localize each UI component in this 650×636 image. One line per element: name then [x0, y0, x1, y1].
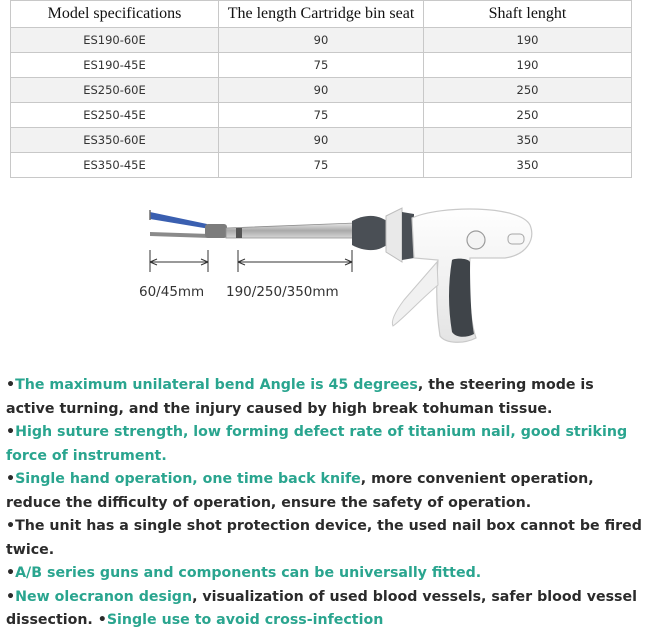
feature-text: , the steering mode is active turning, and the injury caused by high break tohuman tissue.: [6, 377, 594, 417]
list-item: [6, 562, 646, 586]
shaft-length-label: 190/250/350mm: [226, 284, 339, 300]
cell-cartridge: 90: [219, 28, 424, 53]
jaw-length-label: 60/45mm: [139, 284, 205, 300]
table-row: [11, 53, 632, 78]
dimension-jaw: [150, 250, 208, 272]
cell-model: ES250-45E: [11, 103, 219, 128]
table-row: [11, 103, 632, 128]
cell-shaft: 190: [424, 53, 632, 78]
list-item: [6, 468, 646, 515]
feature-highlight: Single hand operation, one time back knife: [15, 471, 361, 487]
stapler-jaws: [150, 210, 227, 238]
table-row: [11, 128, 632, 153]
list-item: [6, 421, 646, 468]
list-item: [6, 374, 646, 421]
bullet: •: [6, 424, 16, 440]
firing-trigger: [392, 262, 438, 326]
list-item: [6, 515, 646, 562]
cell-cartridge: 75: [219, 153, 424, 178]
stapler-shaft: [226, 223, 355, 238]
rotation-knob: [352, 208, 414, 262]
cell-model: ES350-45E: [11, 153, 219, 178]
feature-highlight: Single use to avoid cross-infection: [106, 612, 384, 628]
stapler-illustration: [0, 190, 650, 350]
cell-model: ES190-60E: [11, 28, 219, 53]
feature-highlight: New olecranon design: [15, 588, 193, 605]
header-cartridge-length: The length Cartridge bin seat: [219, 1, 424, 28]
cell-cartridge: 75: [219, 103, 424, 128]
feature-text: , more convenient operation, reduce the difficulty of operation, ensure the safety of operation.: [6, 471, 594, 511]
cell-shaft: 250: [424, 103, 632, 128]
bullet: •: [6, 565, 16, 581]
cell-cartridge: 90: [219, 128, 424, 153]
cell-shaft: 350: [424, 128, 632, 153]
spec-table: [10, 0, 632, 178]
list-item: [6, 586, 646, 633]
cell-model: ES350-60E: [11, 128, 219, 153]
table-row: [11, 153, 632, 178]
bullet: •: [6, 518, 16, 534]
feature-text: The unit has a single shot protection device, the used nail box cannot be fired twice.: [6, 518, 642, 558]
feature-list: [6, 374, 646, 633]
cell-model: ES250-60E: [11, 78, 219, 103]
spec-table-header-row: [11, 1, 632, 28]
table-row: [11, 78, 632, 103]
dimension-shaft: [238, 250, 352, 272]
feature-highlight: The maximum unilateral bend Angle is 45 degrees: [15, 377, 418, 393]
bullet: •: [6, 588, 16, 605]
bullet: •: [6, 377, 16, 393]
cell-shaft: 250: [424, 78, 632, 103]
feature-highlight: A/B series guns and components can be universally fitted.: [15, 565, 482, 581]
cell-cartridge: 90: [219, 78, 424, 103]
cell-shaft: 350: [424, 153, 632, 178]
header-shaft-length: Shaft lenght: [424, 1, 632, 28]
feature-text: , visualization of used blood vessels, safer blood vessel dissection.: [6, 588, 637, 628]
table-row: [11, 28, 632, 53]
feature-highlight: High suture strength, low forming defect rate of titanium nail, good striking force of instrument.: [6, 424, 628, 464]
header-model: Model specifications: [11, 1, 219, 28]
bullet: •: [6, 471, 16, 487]
cell-shaft: 190: [424, 28, 632, 53]
cell-model: ES190-45E: [11, 53, 219, 78]
cell-cartridge: 75: [219, 53, 424, 78]
bullet: •: [97, 612, 107, 628]
